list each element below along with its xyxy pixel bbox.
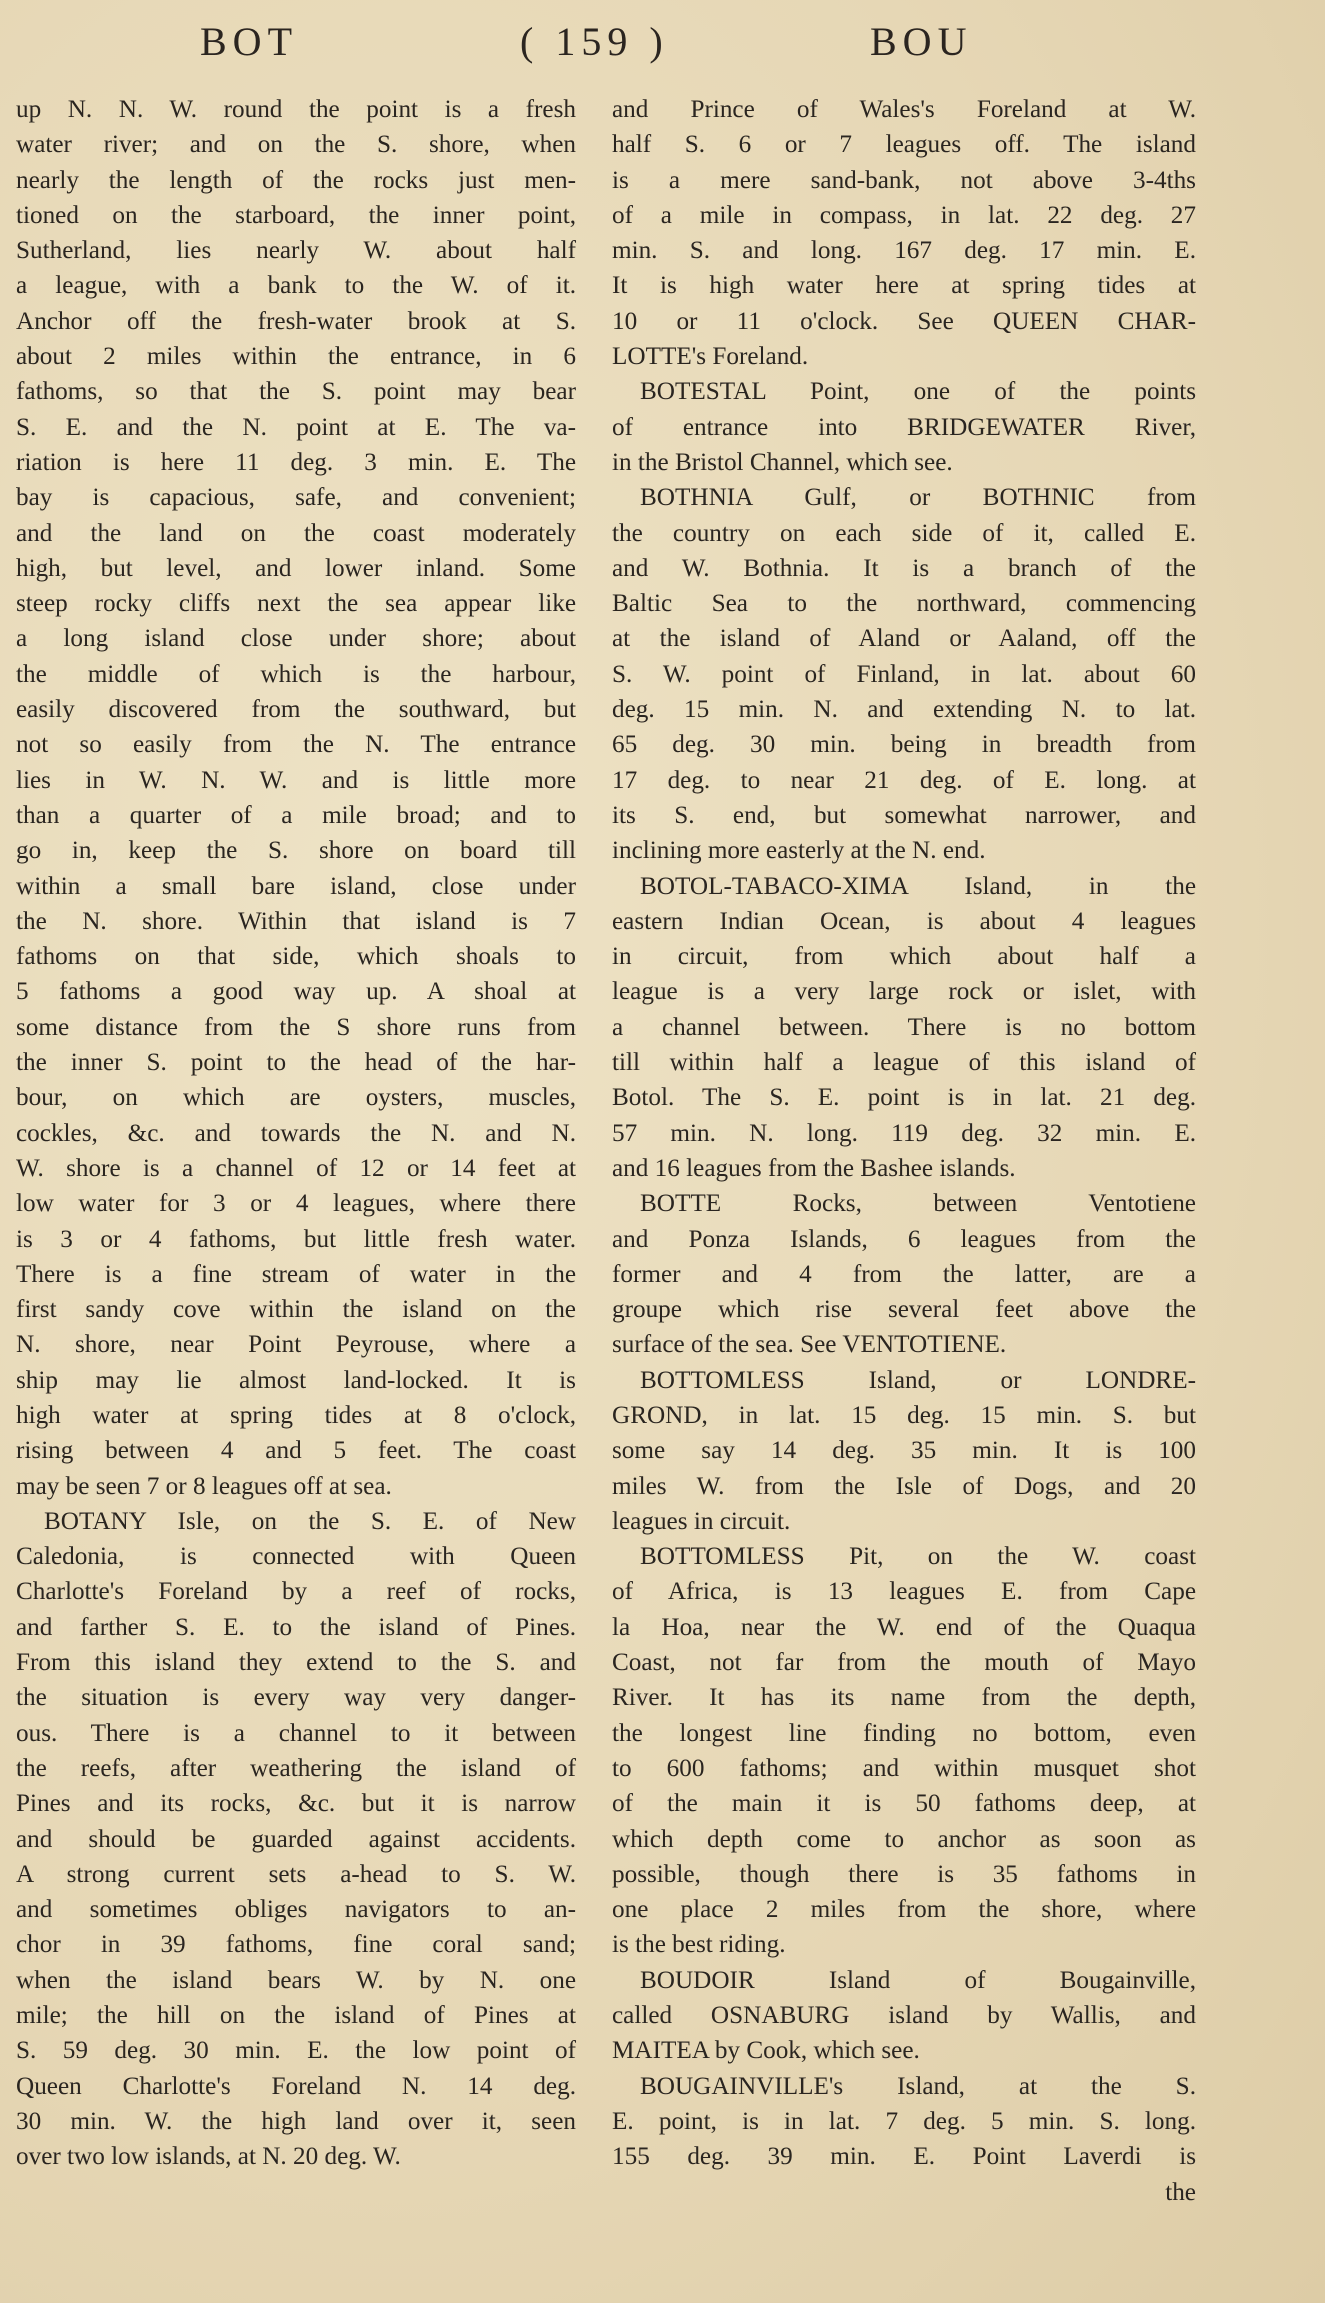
right-text-column: [612, 92, 1196, 2210]
text-line: may be seen 7 or 8 leagues off at sea.: [16, 1472, 392, 1500]
text-line: which depth come to anchor as soon as: [612, 1825, 1196, 1853]
text-line: 30 min. W. the high land over it, seen: [16, 2107, 576, 2135]
text-line: than a quarter of a mile broad; and to: [16, 801, 576, 829]
text-line: some say 14 deg. 35 min. It is 100: [612, 1437, 1196, 1465]
text-line: fathoms, so that the S. point may bear: [16, 378, 576, 406]
text-line: riation is here 11 deg. 3 min. E. The: [16, 448, 576, 476]
header-right-catchword: BOU: [870, 19, 973, 64]
text-line: the longest line finding no bottom, even: [612, 1719, 1196, 1747]
header-left-catchword: BOT: [200, 19, 298, 64]
text-line: ous. There is a channel to it between: [16, 1719, 576, 1747]
text-line: 17 deg. to near 21 deg. of E. long. at: [612, 766, 1196, 794]
text-line: River. It has its name from the depth,: [612, 1684, 1196, 1712]
text-line: of the main it is 50 fathoms deep, at: [612, 1790, 1196, 1818]
text-line: 155 deg. 39 min. E. Point Laverdi is: [612, 2143, 1196, 2171]
text-line: the situation is every way very danger-: [16, 1684, 576, 1712]
text-line: the N. shore. Within that island is 7: [16, 907, 576, 935]
text-line: W. shore is a channel of 12 or 14 feet at: [16, 1154, 576, 1182]
text-line: Anchor off the fresh-water brook at S.: [16, 307, 576, 335]
text-line: about 2 miles within the entrance, in 6: [16, 343, 576, 371]
text-line: one place 2 miles from the shore, where: [612, 1896, 1196, 1924]
text-line: of a mile in compass, in lat. 22 deg. 27: [612, 201, 1196, 229]
text-line: Charlotte's Foreland by a reef of rocks,: [16, 1578, 576, 1606]
text-line: fathoms on that side, which shoals to: [16, 943, 576, 971]
text-line: the: [1165, 2178, 1196, 2206]
text-line: when the island bears W. by N. one: [16, 1966, 576, 1994]
text-line: GROND, in lat. 15 deg. 15 min. S. but: [612, 1401, 1196, 1429]
text-line: half S. 6 or 7 leagues off. The island: [612, 131, 1196, 159]
text-line: the reefs, after weathering the island of: [16, 1754, 576, 1782]
text-line: rising between 4 and 5 feet. The coast: [16, 1437, 576, 1465]
text-line: Botol. The S. E. point is in lat. 21 deg.: [612, 1084, 1196, 1112]
text-line: and Ponza Islands, 6 leagues from the: [612, 1225, 1196, 1253]
text-line: min. S. and long. 167 deg. 17 min. E.: [612, 237, 1196, 265]
text-line: high, but level, and lower inland. Some: [16, 554, 576, 582]
text-line: high water at spring tides at 8 o'clock,: [16, 1401, 576, 1429]
text-line: Caledonia, is connected with Queen: [16, 1543, 576, 1571]
text-line: and sometimes obliges navigators to an-: [16, 1896, 576, 1924]
text-line: in circuit, from which about half a: [612, 943, 1196, 971]
text-line: a league, with a bank to the W. of it.: [16, 272, 576, 300]
text-line: BOTANY Isle, on the S. E. of New: [44, 1507, 576, 1535]
text-line: There is a fine stream of water in the: [16, 1260, 576, 1288]
text-line: Queen Charlotte's Foreland N. 14 deg.: [16, 2072, 576, 2100]
text-line: la Hoa, near the W. end of the Quaqua: [612, 1613, 1196, 1641]
text-line: chor in 39 fathoms, fine coral sand;: [16, 1931, 576, 1959]
text-line: Coast, not far from the mouth of Mayo: [612, 1649, 1196, 1677]
text-line: 10 or 11 o'clock. See QUEEN CHAR-: [612, 307, 1196, 335]
text-line: 57 min. N. long. 119 deg. 32 min. E.: [612, 1119, 1196, 1147]
text-line: BOTHNIA Gulf, or BOTHNIC from: [640, 484, 1196, 512]
text-line: and W. Bothnia. It is a branch of the: [612, 554, 1196, 582]
text-line: E. point, is in lat. 7 deg. 5 min. S. long.: [612, 2107, 1196, 2135]
text-line: the middle of which is the harbour,: [16, 660, 576, 688]
text-line: bour, on which are oysters, muscles,: [16, 1084, 576, 1112]
text-line: BOTTOMLESS Island, or LONDRE-: [640, 1366, 1196, 1394]
text-line: water river; and on the S. shore, when: [16, 131, 576, 159]
text-line: some distance from the S shore runs from: [16, 1013, 576, 1041]
text-line: its S. end, but somewhat narrower, and: [612, 801, 1196, 829]
text-line: former and 4 from the latter, are a: [612, 1260, 1196, 1288]
text-line: is 3 or 4 fathoms, but little fresh water.: [16, 1225, 576, 1253]
text-line: cockles, &c. and towards the N. and N.: [16, 1119, 576, 1147]
text-line: a channel between. There is no bottom: [612, 1013, 1196, 1041]
text-line: the inner S. point to the head of the har-: [16, 1049, 576, 1077]
text-line: deg. 15 min. N. and extending N. to lat.: [612, 696, 1196, 724]
text-line: first sandy cove within the island on the: [16, 1296, 576, 1324]
text-line: easily discovered from the southward, but: [16, 696, 576, 724]
text-line: a long island close under shore; about: [16, 625, 576, 653]
running-header: [0, 18, 1325, 78]
text-line: in the Bristol Channel, which see.: [612, 448, 953, 476]
text-line: within a small bare island, close under: [16, 872, 576, 900]
text-line: 5 fathoms a good way up. A shoal at: [16, 978, 576, 1006]
text-line: Pines and its rocks, &c. but it is narrow: [16, 1790, 576, 1818]
text-line: is the best riding.: [612, 1931, 786, 1959]
text-line: eastern Indian Ocean, is about 4 leagues: [612, 907, 1196, 935]
text-line: at the island of Aland or Aaland, off the: [612, 625, 1196, 653]
text-line: called OSNABURG island by Wallis, and: [612, 2002, 1196, 2030]
text-line: league is a very large rock or islet, with: [612, 978, 1196, 1006]
text-line: Baltic Sea to the northward, commencing: [612, 590, 1196, 618]
text-line: BOTTE Rocks, between Ventotiene: [640, 1190, 1196, 1218]
text-line: not so easily from the N. The entrance: [16, 731, 576, 759]
text-line: BOTTOMLESS Pit, on the W. coast: [640, 1543, 1196, 1571]
text-line: and should be guarded against accidents.: [16, 1825, 576, 1853]
text-line: groupe which rise several feet above the: [612, 1296, 1196, 1324]
text-line: MAITEA by Cook, which see.: [612, 2037, 920, 2065]
text-line: till within half a league of this island of: [612, 1049, 1196, 1077]
text-line: 65 deg. 30 min. being in breadth from: [612, 731, 1196, 759]
text-line: inclining more easterly at the N. end.: [612, 837, 986, 865]
text-line: bay is capacious, safe, and convenient;: [16, 484, 576, 512]
text-line: up N. N. W. round the point is a fresh: [16, 96, 576, 123]
text-line: steep rocky cliffs next the sea appear like: [16, 590, 576, 618]
text-line: tioned on the starboard, the inner point,: [16, 201, 576, 229]
text-line: BOTOL-TABACO-XIMA Island, in the: [640, 872, 1196, 900]
text-line: the country on each side of it, called E.: [612, 519, 1196, 547]
text-line: and the land on the coast moderately: [16, 519, 576, 547]
text-line: miles W. from the Isle of Dogs, and 20: [612, 1472, 1196, 1500]
text-line: surface of the sea. See VENTOTIENE.: [612, 1331, 1007, 1359]
text-line: of Africa, is 13 leagues E. from Cape: [612, 1578, 1196, 1606]
text-line: S. E. and the N. point at E. The va-: [16, 413, 576, 441]
text-line: and farther S. E. to the island of Pines.: [16, 1613, 576, 1641]
text-line: nearly the length of the rocks just men-: [16, 166, 576, 194]
text-line: leagues in circuit.: [612, 1507, 791, 1535]
text-line: low water for 3 or 4 leagues, where there: [16, 1190, 576, 1218]
text-line: to 600 fathoms; and within musquet shot: [612, 1754, 1196, 1782]
text-line: and 16 leagues from the Bashee islands.: [612, 1154, 1016, 1182]
text-line: It is high water here at spring tides at: [612, 272, 1196, 300]
text-line: BOUDOIR Island of Bougainville,: [640, 1966, 1196, 1994]
text-line: Sutherland, lies nearly W. about half: [16, 237, 576, 265]
text-line: of entrance into BRIDGEWATER River,: [612, 413, 1196, 441]
text-line: over two low islands, at N. 20 deg. W.: [16, 2143, 401, 2171]
text-line: possible, though there is 35 fathoms in: [612, 1860, 1196, 1888]
page-number: ( 159 ): [520, 19, 669, 64]
text-line: BOTESTAL Point, one of the points: [640, 378, 1196, 406]
text-line: A strong current sets a-head to S. W.: [16, 1860, 576, 1888]
text-line: LOTTE's Foreland.: [612, 343, 809, 371]
text-line: N. shore, near Point Peyrouse, where a: [16, 1331, 576, 1359]
text-line: S. W. point of Finland, in lat. about 60: [612, 660, 1196, 688]
text-line: S. 59 deg. 30 min. E. the low point of: [16, 2037, 576, 2065]
text-line: go in, keep the S. shore on board till: [16, 837, 576, 865]
text-line: ship may lie almost land-locked. It is: [16, 1366, 576, 1394]
text-line: lies in W. N. W. and is little more: [16, 766, 576, 794]
text-line: BOUGAINVILLE's Island, at the S.: [640, 2072, 1196, 2100]
left-text-column: [16, 92, 576, 2175]
text-line: From this island they extend to the S. and: [16, 1649, 576, 1677]
text-line: and Prince of Wales's Foreland at W.: [612, 96, 1196, 123]
text-line: mile; the hill on the island of Pines at: [16, 2002, 576, 2030]
text-line: is a mere sand-bank, not above 3-4ths: [612, 166, 1196, 194]
